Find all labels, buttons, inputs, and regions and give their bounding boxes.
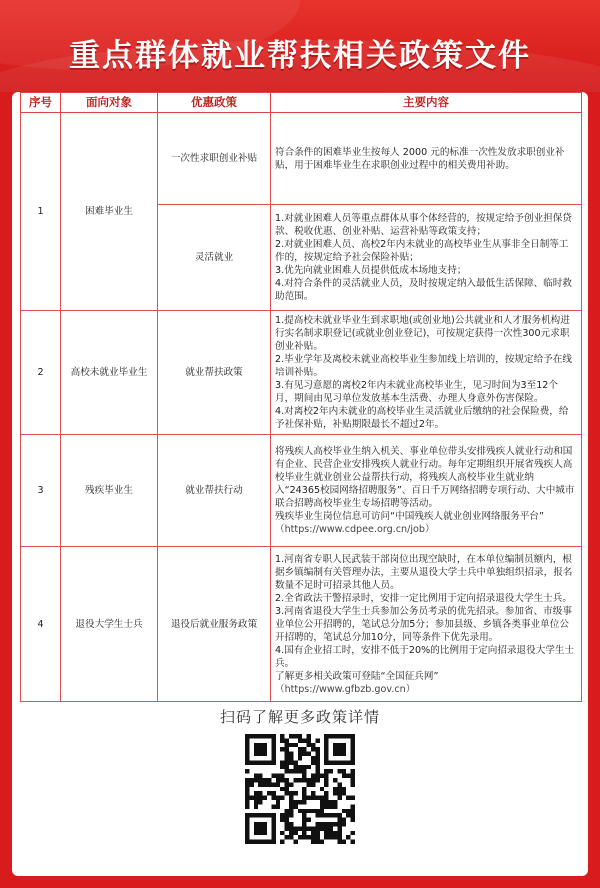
content-card — [12, 92, 588, 876]
row-audience: 高校未就业毕业生 — [61, 311, 158, 435]
row-audience: 退役大学生士兵 — [61, 547, 158, 702]
content-line: 3.有见习意愿的离校2年内未就业高校毕业生，见习时间为3至12个月，期间由见习单位发放基本生活费、办理人身意外伤害保险。 — [275, 380, 559, 404]
table-header-row — [21, 93, 582, 113]
content-line: 将残疾人高校毕业生纳入机关、事业单位带头安排残疾人就业行动和国有企业、民营企业安排残疾人就业行动。每年定期组织开展省残疾人高校毕业生就业创业公益帮扶行动，将残疾人高校毕业生就业纳入“24365校园网络招聘服务”、百日千万网络招聘专项行动、大中城市联合招聘高校毕业生专场招聘等活动。 — [275, 446, 575, 509]
row-policy: 退役后就业服务政策 — [158, 547, 271, 702]
content-line: 1.提高校未就业毕业生到求职地(或创业地)公共就业和人才服务机构进行实名制求职登记(或就业创业登记)，可按规定获得一次性300元求职创业补贴。 — [275, 315, 570, 352]
policy-table — [20, 92, 582, 702]
row-policy: 一次性求职创业补贴 — [158, 113, 271, 205]
row-audience: 困难毕业生 — [61, 113, 158, 311]
content-line: 1.对就业困难人员等重点群体从事个体经营的，按规定给予创业担保贷款、税收优惠、创业补贴、运营补贴等政策支持； — [275, 213, 572, 237]
table-row — [21, 547, 582, 702]
content-line: 2.全省政法干警招录时，安排一定比例用于定向招录退役大学生士兵。 — [275, 592, 572, 604]
content-line: 残疾毕业生岗位信息可访问“中国残疾人就业创业网络服务平台” — [275, 511, 544, 522]
row-index: 2 — [21, 311, 61, 435]
content-line: 1.河南省专职人民武装干部岗位出现空缺时，在本单位编制员额内，根据乡镇编制有关管理办法，主要从退役大学士兵中单独组织招录，报名数量不足时可招录其他人员。 — [275, 553, 573, 591]
scan-prompt: 扫码了解更多政策详情 — [219, 708, 380, 726]
row-index: 1 — [21, 113, 61, 311]
content-line: 4.对符合条件的灵活就业人员，及时按规定纳入最低生活保障、临时救助范围。 — [275, 278, 572, 302]
content-line: 2.毕业学年及离校未就业高校毕业生参加线上培训的，按规定给予在线培训补贴。 — [275, 354, 572, 378]
row-index: 3 — [21, 435, 61, 547]
row-content — [271, 113, 582, 205]
content-line: 3.优先向就业困难人员提供低成本场地支持； — [275, 265, 467, 276]
content-line: 2.对就业困难人员、高校2年内未就业的高校毕业生从事非全日制等工作的，按规定给予社会保险补贴； — [275, 239, 569, 263]
row-audience: 残疾毕业生 — [61, 435, 158, 547]
content-link[interactable]: （https://www.gfbzb.gov.cn） — [275, 683, 416, 695]
content-link[interactable]: （https://www.cdpee.org.cn/job） — [275, 524, 435, 535]
header-audience: 面向对象 — [61, 93, 158, 113]
content-line: 4.国有企业招工时，安排不低于20%的比例用于定向招录退役大学生士兵。 — [275, 644, 575, 669]
content-line: 符合条件的困难毕业生按每人 2000 元的标准一次性发放求职创业补贴，用于困难毕业生在求职创业过程中的相关费用补助。 — [275, 146, 565, 171]
qr-code[interactable] — [245, 734, 355, 844]
row-policy: 就业帮扶政策 — [158, 311, 271, 435]
table-row — [21, 113, 582, 205]
header-banner — [0, 0, 600, 92]
row-content — [271, 435, 582, 547]
row-index: 4 — [21, 547, 61, 702]
table-row — [21, 311, 582, 435]
header-index: 序号 — [21, 93, 61, 113]
content-line: 4.对离校2年内未就业的高校毕业生灵活就业后缴纳的社会保险费，给予社保补贴，补贴期限最长不超过2年。 — [275, 406, 569, 430]
row-policy: 灵活就业 — [158, 205, 271, 311]
table-row — [21, 435, 582, 547]
page-title: 重点群体就业帮扶相关政策文件 — [69, 38, 531, 74]
row-content — [271, 547, 582, 702]
row-policy: 就业帮扶行动 — [158, 435, 271, 547]
row-content — [271, 205, 582, 311]
content-line: 了解更多相关政策可登陆“全国征兵网” — [275, 670, 439, 682]
header-content: 主要内容 — [271, 93, 582, 113]
row-content — [271, 311, 582, 435]
header-policy: 优惠政策 — [158, 93, 271, 113]
content-line: 3.河南省退役大学生士兵参加公务员考录的优先招录。参加省、市级事业单位公开招聘的，笔试总分加5分；参加县级、乡镇各类事业单位公开招聘的，笔试总分加10分，同等条件下优先录用。 — [275, 605, 572, 643]
